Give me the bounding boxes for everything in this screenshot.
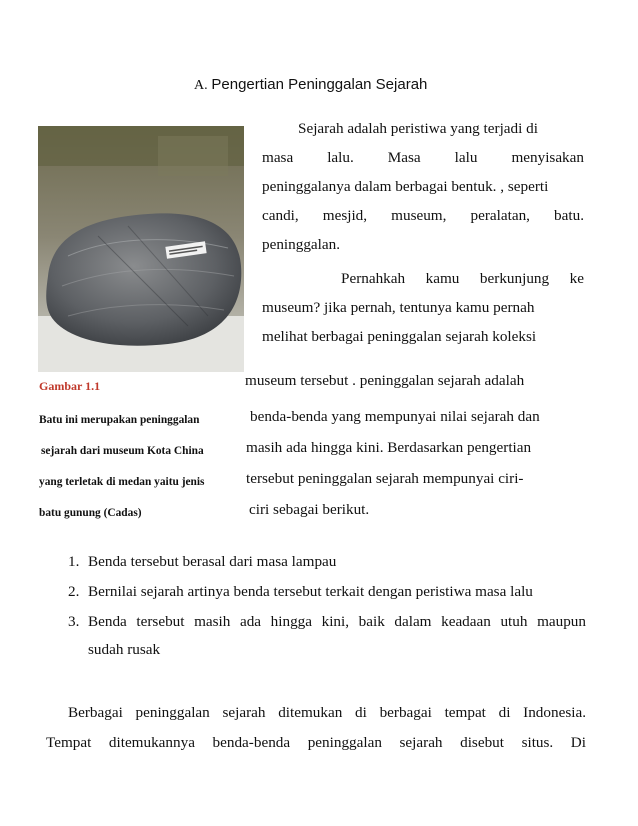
section-prefix: A.: [194, 78, 208, 93]
text-line: candi, mesjid, museum, peralatan, batu.: [262, 207, 584, 224]
text-line: masih ada hingga kini. Berdasarkan pengertian: [246, 439, 532, 456]
figure-caption-line: sejarah dari museum Kota China: [41, 445, 204, 457]
section-heading: [194, 76, 427, 94]
text-line: peninggalan.: [262, 236, 341, 253]
list-item: Benda tersebut berasal dari masa lampau: [88, 553, 337, 570]
paragraph-line: Berbagai peninggalan sejarah ditemukan di berbagai tempat di Indonesia.: [68, 704, 586, 721]
list-number: 1.: [68, 553, 80, 570]
list-item: Bernilai sejarah artinya benda tersebut terkait dengan peristiwa masa lalu: [88, 583, 533, 600]
text-line: tersebut peninggalan sejarah mempunyai ciri-: [246, 470, 524, 487]
list-number: 2.: [68, 583, 80, 600]
text-line: benda-benda yang mempunyai nilai sejarah dan: [250, 408, 540, 425]
figure-caption-line: Batu ini merupakan peninggalan: [39, 414, 200, 426]
section-title: Pengertian Peninggalan Sejarah: [211, 76, 428, 93]
figure-label: Gambar 1.1: [39, 379, 101, 393]
figure-caption-line: yang terletak di medan yaitu jenis: [39, 476, 205, 488]
text-line: museum? jika pernah, tentunya kamu pernah: [262, 299, 535, 316]
stone-photo: [38, 126, 244, 372]
paragraph-line: Tempat ditemukannya benda-benda peninggalan sejarah disebut situs. Di: [46, 734, 586, 751]
text-line: Sejarah adalah peristiwa yang terjadi di: [298, 120, 538, 137]
text-line: masa lalu. Masa lalu menyisakan: [262, 149, 584, 166]
text-line: peninggalanya dalam berbagai bentuk. , seperti: [262, 178, 549, 195]
figure-caption-line: batu gunung (Cadas): [39, 507, 142, 519]
text-line: ciri sebagai berikut.: [249, 501, 370, 518]
text-line: museum tersebut . peninggalan sejarah adalah: [245, 372, 525, 389]
list-item: Benda tersebut masih ada hingga kini, baik dalam keadaan utuh maupun: [88, 613, 586, 630]
text-line: Pernahkah kamu berkunjung ke: [341, 270, 584, 287]
text-line: melihat berbagai peninggalan sejarah koleksi: [262, 328, 537, 345]
list-item-continuation: sudah rusak: [88, 641, 161, 658]
list-number: 3.: [68, 613, 80, 630]
